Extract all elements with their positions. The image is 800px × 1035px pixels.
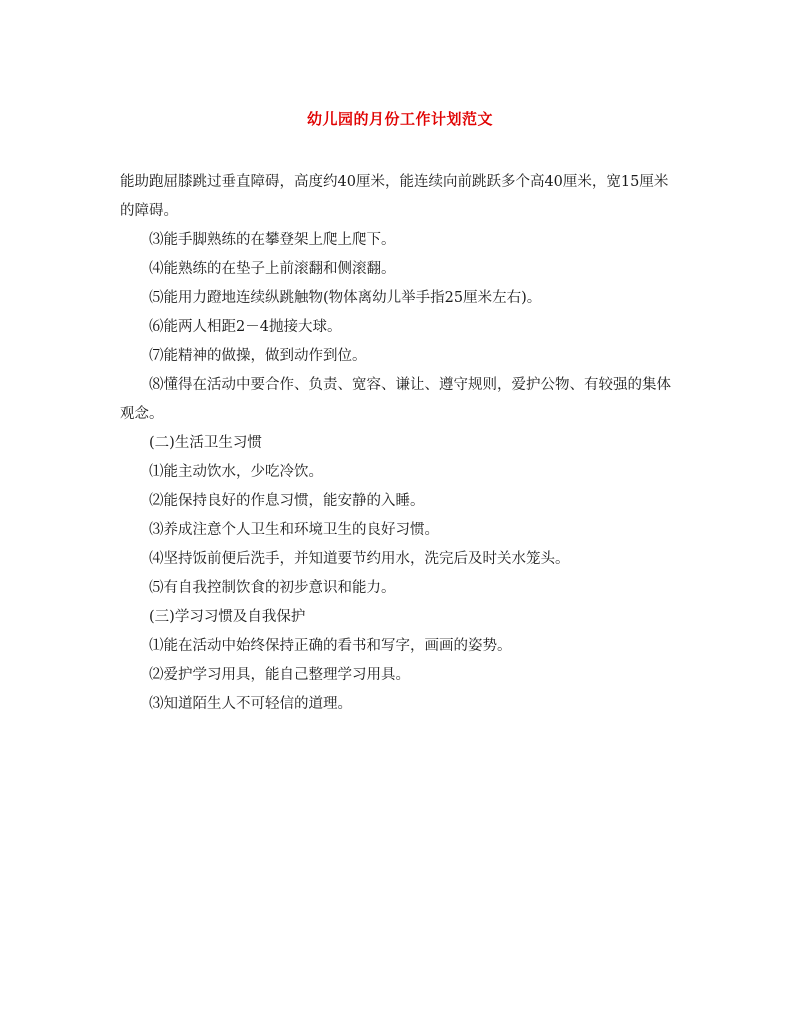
paragraph: ⑴能主动饮水，少吃冷饮。 (149, 464, 323, 480)
paragraph: 能助跑屈膝跳过垂直障碍，高度约40厘米，能连续向前跳跃多个高40厘米，宽15厘米的障碍。 (120, 174, 669, 219)
paragraph: ⑶知道陌生人不可轻信的道理。 (149, 696, 352, 712)
paragraph: ⑶能手脚熟练的在攀登架上爬上爬下。 (149, 232, 396, 248)
paragraph: ⑺能精神的做操，做到动作到位。 (149, 348, 367, 364)
paragraph: ⑹能两人相距2－4抛接大球。 (149, 319, 342, 335)
paragraph: ⑶养成注意个人卫生和环境卫生的良好习惯。 (149, 522, 439, 538)
paragraph: ⑷坚持饭前便后洗手，并知道要节约用水，洗完后及时关水笼头。 (149, 551, 570, 567)
paragraph: ⑸能用力蹬地连续纵跳触物(物体离幼儿举手指25厘米左右)。 (149, 290, 542, 306)
paragraph: ⑵能保持良好的作息习惯，能安静的入睡。 (149, 493, 425, 509)
paragraph: ⑵爱护学习用具，能自己整理学习用具。 (149, 667, 410, 683)
section-heading: (三)学习习惯及自我保护 (149, 609, 306, 625)
paragraph: ⑻懂得在活动中要合作、负责、宽容、谦让、遵守规则，爱护公物、有较强的集体观念。 (120, 377, 671, 422)
paragraph: ⑷能熟练的在垫子上前滚翻和侧滚翻。 (149, 261, 396, 277)
document-title: 幼儿园的月份工作计划范文 (306, 110, 493, 128)
paragraph: ⑸有自我控制饮食的初步意识和能力。 (149, 580, 396, 596)
paragraph: ⑴能在活动中始终保持正确的看书和写字，画画的姿势。 (149, 638, 512, 654)
section-heading: (二)生活卫生习惯 (149, 435, 262, 451)
document-body (120, 168, 680, 719)
